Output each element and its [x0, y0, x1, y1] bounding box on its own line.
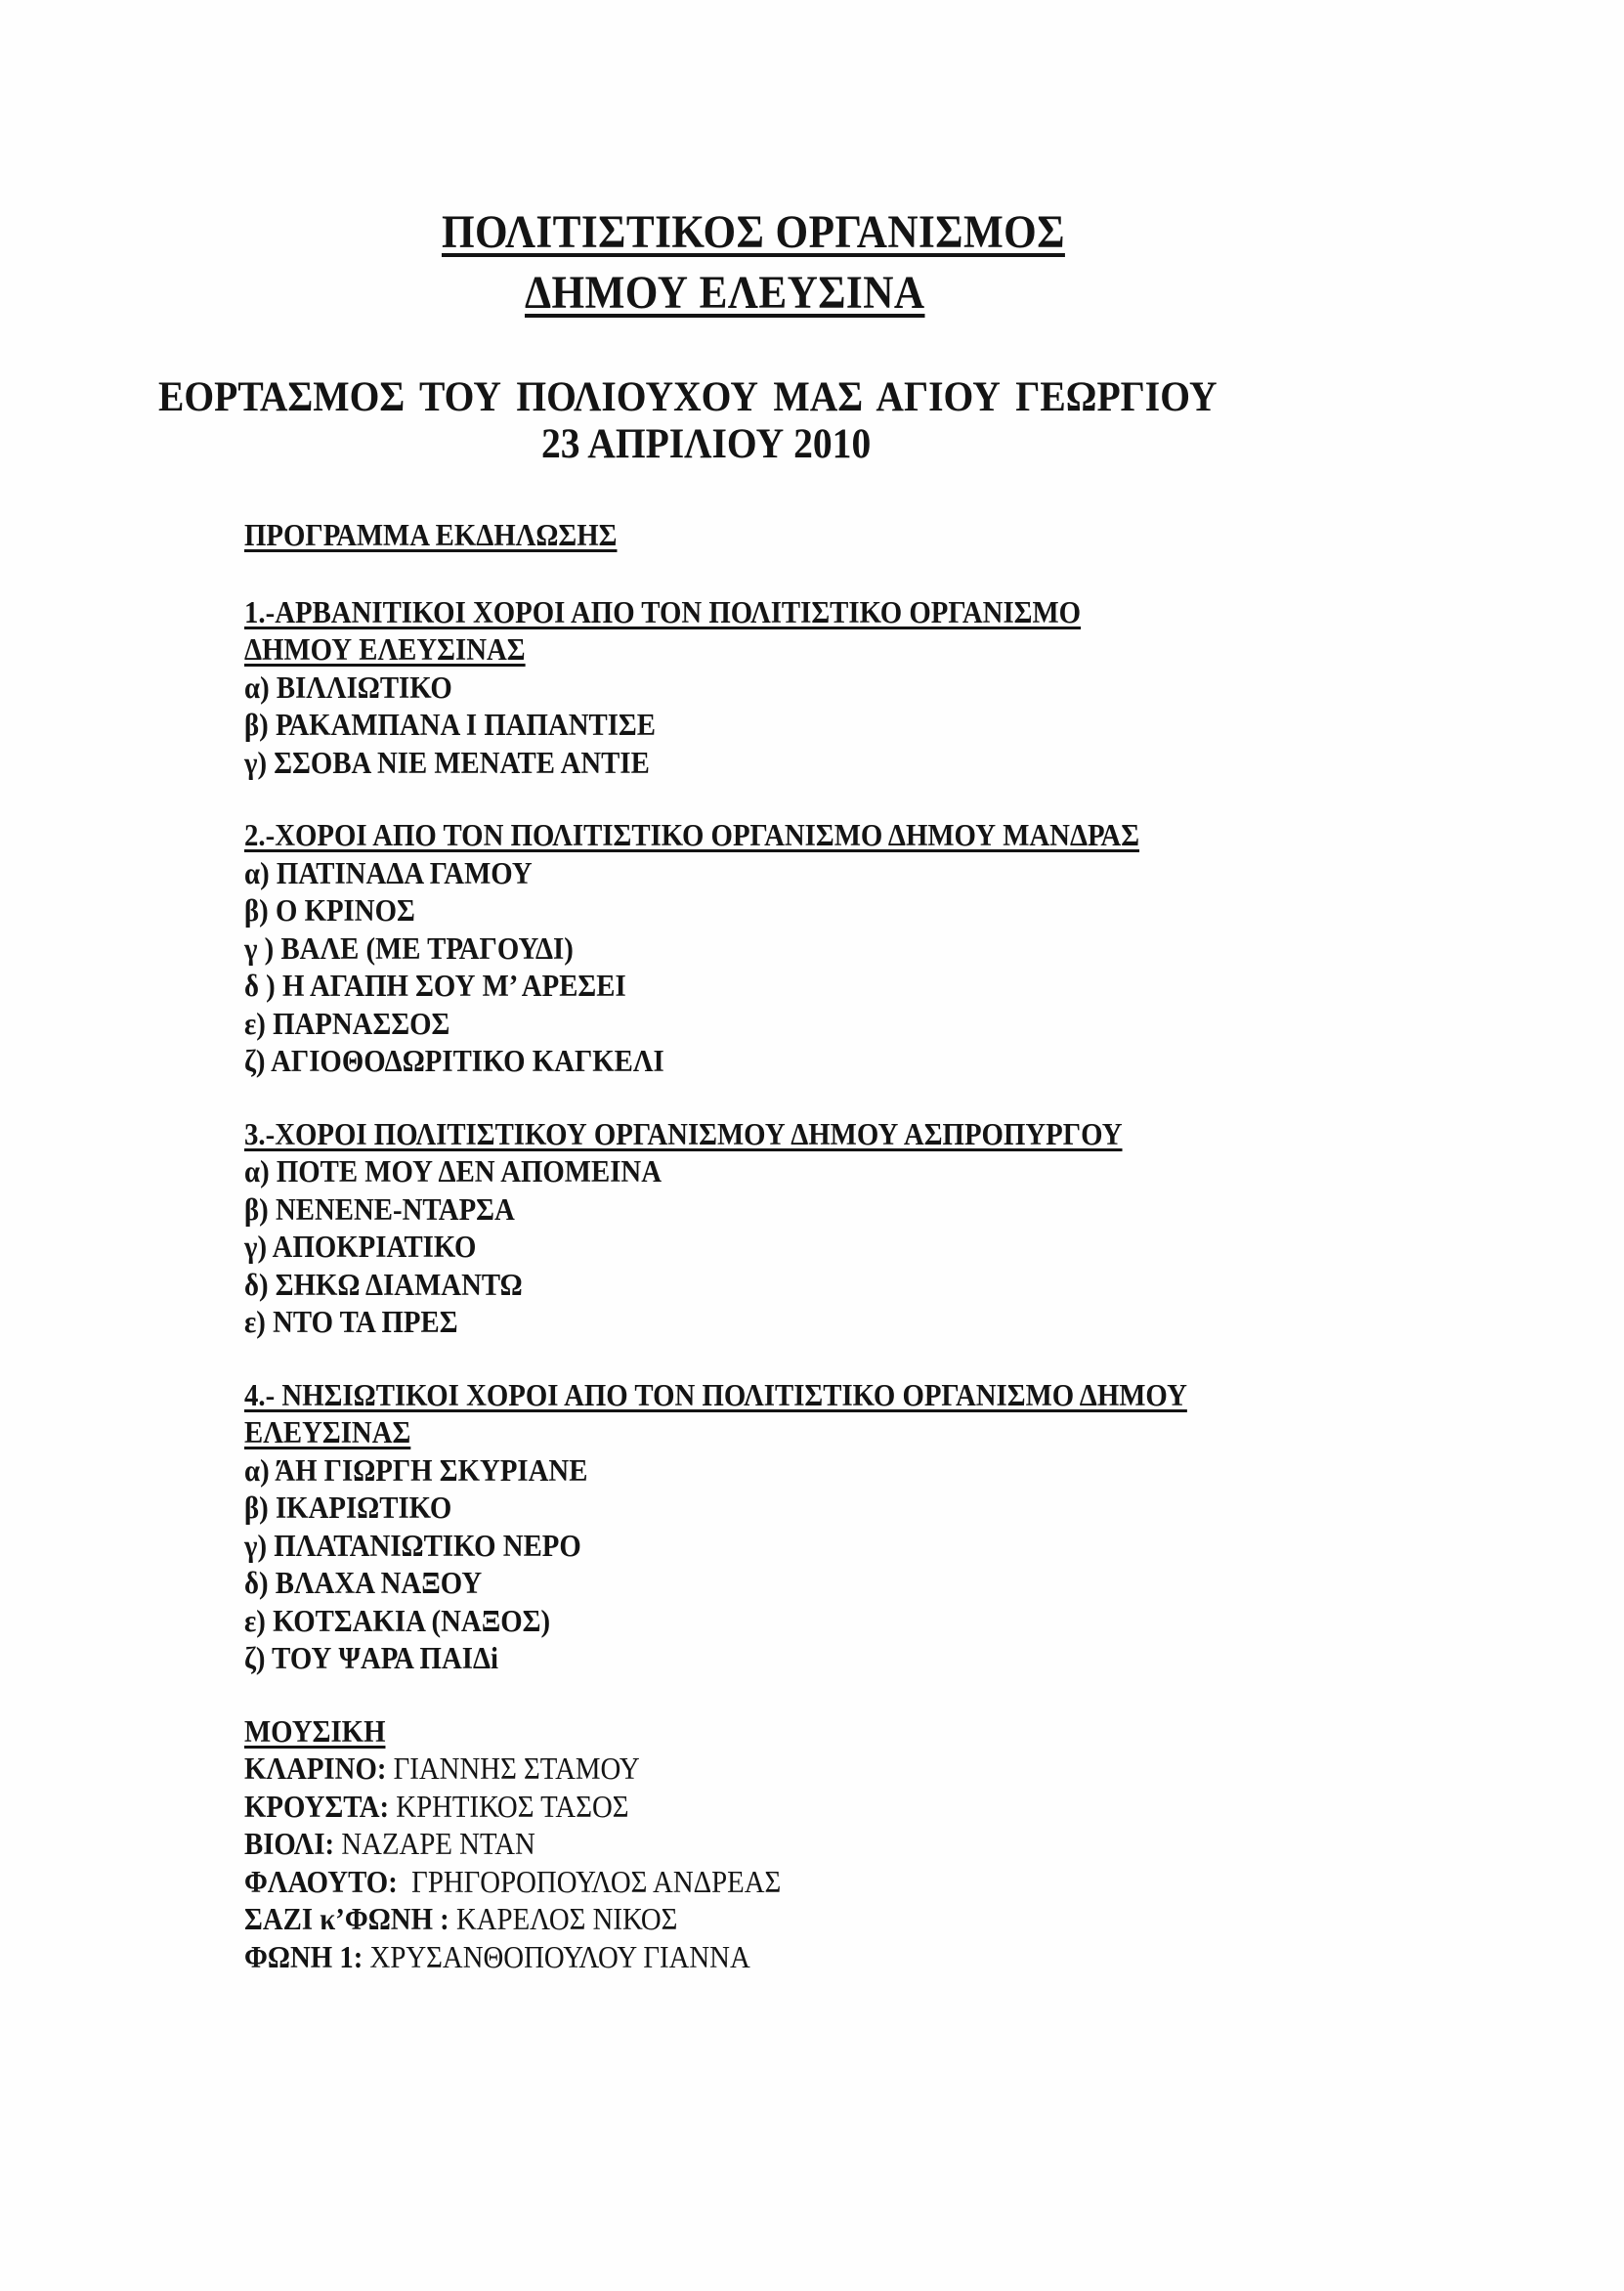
program-content — [244, 516, 1515, 1975]
music-row — [244, 1788, 1388, 1826]
list-item: δ) ΒΛΑΧΑ ΝΑΞΟΥ — [244, 1565, 483, 1600]
section-heading: 1.-ΑΡΒΑΝΙΤΙΚΟΙ ΧΟΡΟΙ ΑΠΟ ΤΟΝ ΠΟΛΙΤΙΣΤΙΚΟ ΟΡΓΑΝΙΣΜΟ — [244, 593, 1082, 629]
music-section — [244, 1712, 1515, 1976]
list-item: ε) ΚΟΤΣΑΚΙΑ (ΝΑΞΟΣ) — [244, 1602, 551, 1638]
music-row — [244, 1863, 1388, 1901]
instrument-label: ΚΛΑΡΙΝΟ: — [244, 1751, 387, 1786]
section-4 — [244, 1376, 1515, 1677]
instrument-label: ΒΙΟΛΙ: — [244, 1826, 335, 1861]
list-item: γ) ΣΣΟΒΑ ΝΙΕ ΜΕΝΑΤΕ ΑΝΤΙΕ — [244, 744, 650, 780]
section-heading: ΔΗΜΟΥ ΕΛΕΥΣΙΝΑΣ — [244, 631, 526, 667]
section-heading: ΕΛΕΥΣΙΝΑΣ — [244, 1414, 411, 1449]
music-row — [244, 1750, 1388, 1788]
instrument-label: ΦΩΝΗ 1: — [244, 1938, 363, 1974]
title-line-1: ΠΟΛΙΤΙΣΤΙΚΟΣ ΟΡΓΑΝΙΣΜΟΣ — [442, 206, 1065, 258]
music-heading: ΜΟΥΣΙΚΗ — [244, 1712, 386, 1749]
section-3 — [244, 1115, 1515, 1341]
program-heading: ΠΡΟΓΡΑΜΜΑ ΕΚΔΗΛΩΣΗΣ — [244, 517, 618, 552]
title-line-2: ΔΗΜΟΥ ΕΛΕΥΣΙΝΑ — [525, 267, 925, 319]
section-1 — [244, 593, 1515, 782]
list-item: β) Ο ΚΡΙΝΟΣ — [244, 892, 415, 928]
list-item: ζ) ΑΓΙΟΘΟΔΩΡΙΤΙΚΟ ΚΑΓΚΕΛΙ — [244, 1043, 664, 1078]
instrument-label: ΣΑΖΙ κ’ΦΩΝΗ : — [244, 1901, 449, 1936]
list-item: β) ΡΑΚΑΜΠΑΝΑ Ι ΠΑΠΑΝΤΙΣΕ — [244, 707, 656, 742]
list-item: α) ΆΗ ΓΙΩΡΓΗ ΣΚΥΡΙΑΝΕ — [244, 1451, 588, 1488]
list-item: α) ΒΙΛΛΙΩΤΙΚΟ — [244, 669, 452, 705]
list-item: γ ) ΒΑΛΕ (ΜΕ ΤΡΑΓΟΥΔΙ) — [244, 929, 574, 966]
list-item: ε) ΠΑΡΝΑΣΣΟΣ — [244, 1005, 450, 1041]
musician-name: ΚΑΡΕΛΟΣ ΝΙΚΟΣ — [449, 1901, 678, 1936]
list-item: γ) ΑΠΟΚΡΙΑΤΙΚΟ — [244, 1229, 477, 1264]
music-row — [244, 1938, 1388, 1976]
subtitle-date: 23 ΑΠΡΙΛΙΟΥ 2010 — [541, 421, 872, 467]
musician-name: ΓΡΗΓΟΡΟΠΟΥΛΟΣ ΑΝΔΡΕΑΣ — [397, 1863, 782, 1899]
list-item: δ) ΣΗΚΩ ΔΙΑΜΑΝΤΩ — [244, 1266, 523, 1302]
musician-name: ΝΑΖΑΡΕ ΝΤΑΝ — [334, 1826, 535, 1861]
instrument-label: ΦΛΑΟΥΤΟ: — [244, 1863, 398, 1899]
list-item: ζ) ΤΟΥ ΨΑΡΑ ΠΑΙΔi — [244, 1640, 499, 1675]
instrument-label: ΚΡΟΥΣΤΑ: — [244, 1788, 390, 1824]
list-item: γ) ΠΛΑΤΑΝΙΩΤΙΚΟ ΝΕΡΟ — [244, 1527, 581, 1563]
section-heading: 4.- ΝΗΣΙΩΤΙΚΟΙ ΧΟΡΟΙ ΑΠΟ ΤΟΝ ΠΟΛΙΤΙΣΤΙΚΟ ΟΡΓΑΝΙΣΜΟ ΔΗΜΟΥ — [244, 1376, 1187, 1412]
list-item: α) ΠΟΤΕ ΜΟΥ ΔΕΝ ΑΠΟΜΕΙΝΑ — [244, 1153, 662, 1189]
list-item: β) ΙΚΑΡΙΩΤΙΚΟ — [244, 1490, 452, 1525]
section-2 — [244, 816, 1515, 1080]
musician-name: ΧΡΥΣΑΝΘΟΠΟΥΛΟΥ ΓΙΑΝΝΑ — [363, 1938, 750, 1974]
list-item: δ ) Η ΑΓΑΠΗ ΣΟΥ Μ’ ΑΡΕΣΕΙ — [244, 968, 626, 1003]
music-row — [244, 1825, 1388, 1863]
list-item: β) ΝΕΝΕΝΕ-ΝΤΑΡΣΑ — [244, 1190, 515, 1227]
subtitle-line-1: ΕΟΡΤΑΣΜΟΣ ΤΟΥ ΠΟΛΙΟΥΧΟΥ ΜΑΣ ΑΓΙΟΥ ΓΕΩΡΓΙΟΥ — [158, 374, 1218, 420]
music-row — [244, 1900, 1388, 1938]
list-item: ε) ΝΤΟ ΤΑ ΠΡΕΣ — [244, 1304, 458, 1339]
musician-name: ΚΡΗΤΙΚΟΣ ΤΑΣΟΣ — [389, 1788, 629, 1824]
section-heading: 3.-ΧΟΡΟΙ ΠΟΛΙΤΙΣΤΙΚΟΥ ΟΡΓΑΝΙΣΜΟΥ ΔΗΜΟΥ ΑΣΠΡΟΠΥΡΓΟΥ — [244, 1115, 1123, 1151]
musician-name: ΓΙΑΝΝΗΣ ΣΤΑΜΟΥ — [386, 1751, 640, 1786]
section-heading: 2.-ΧΟΡΟΙ ΑΠΟ ΤΟΝ ΠΟΛΙΤΙΣΤΙΚΟ ΟΡΓΑΝΙΣΜΟ ΔΗΜΟΥ ΜΑΝΔΡΑΣ — [244, 817, 1140, 852]
list-item: α) ΠΑΤΙΝΑΔΑ ΓΑΜΟΥ — [244, 854, 533, 890]
